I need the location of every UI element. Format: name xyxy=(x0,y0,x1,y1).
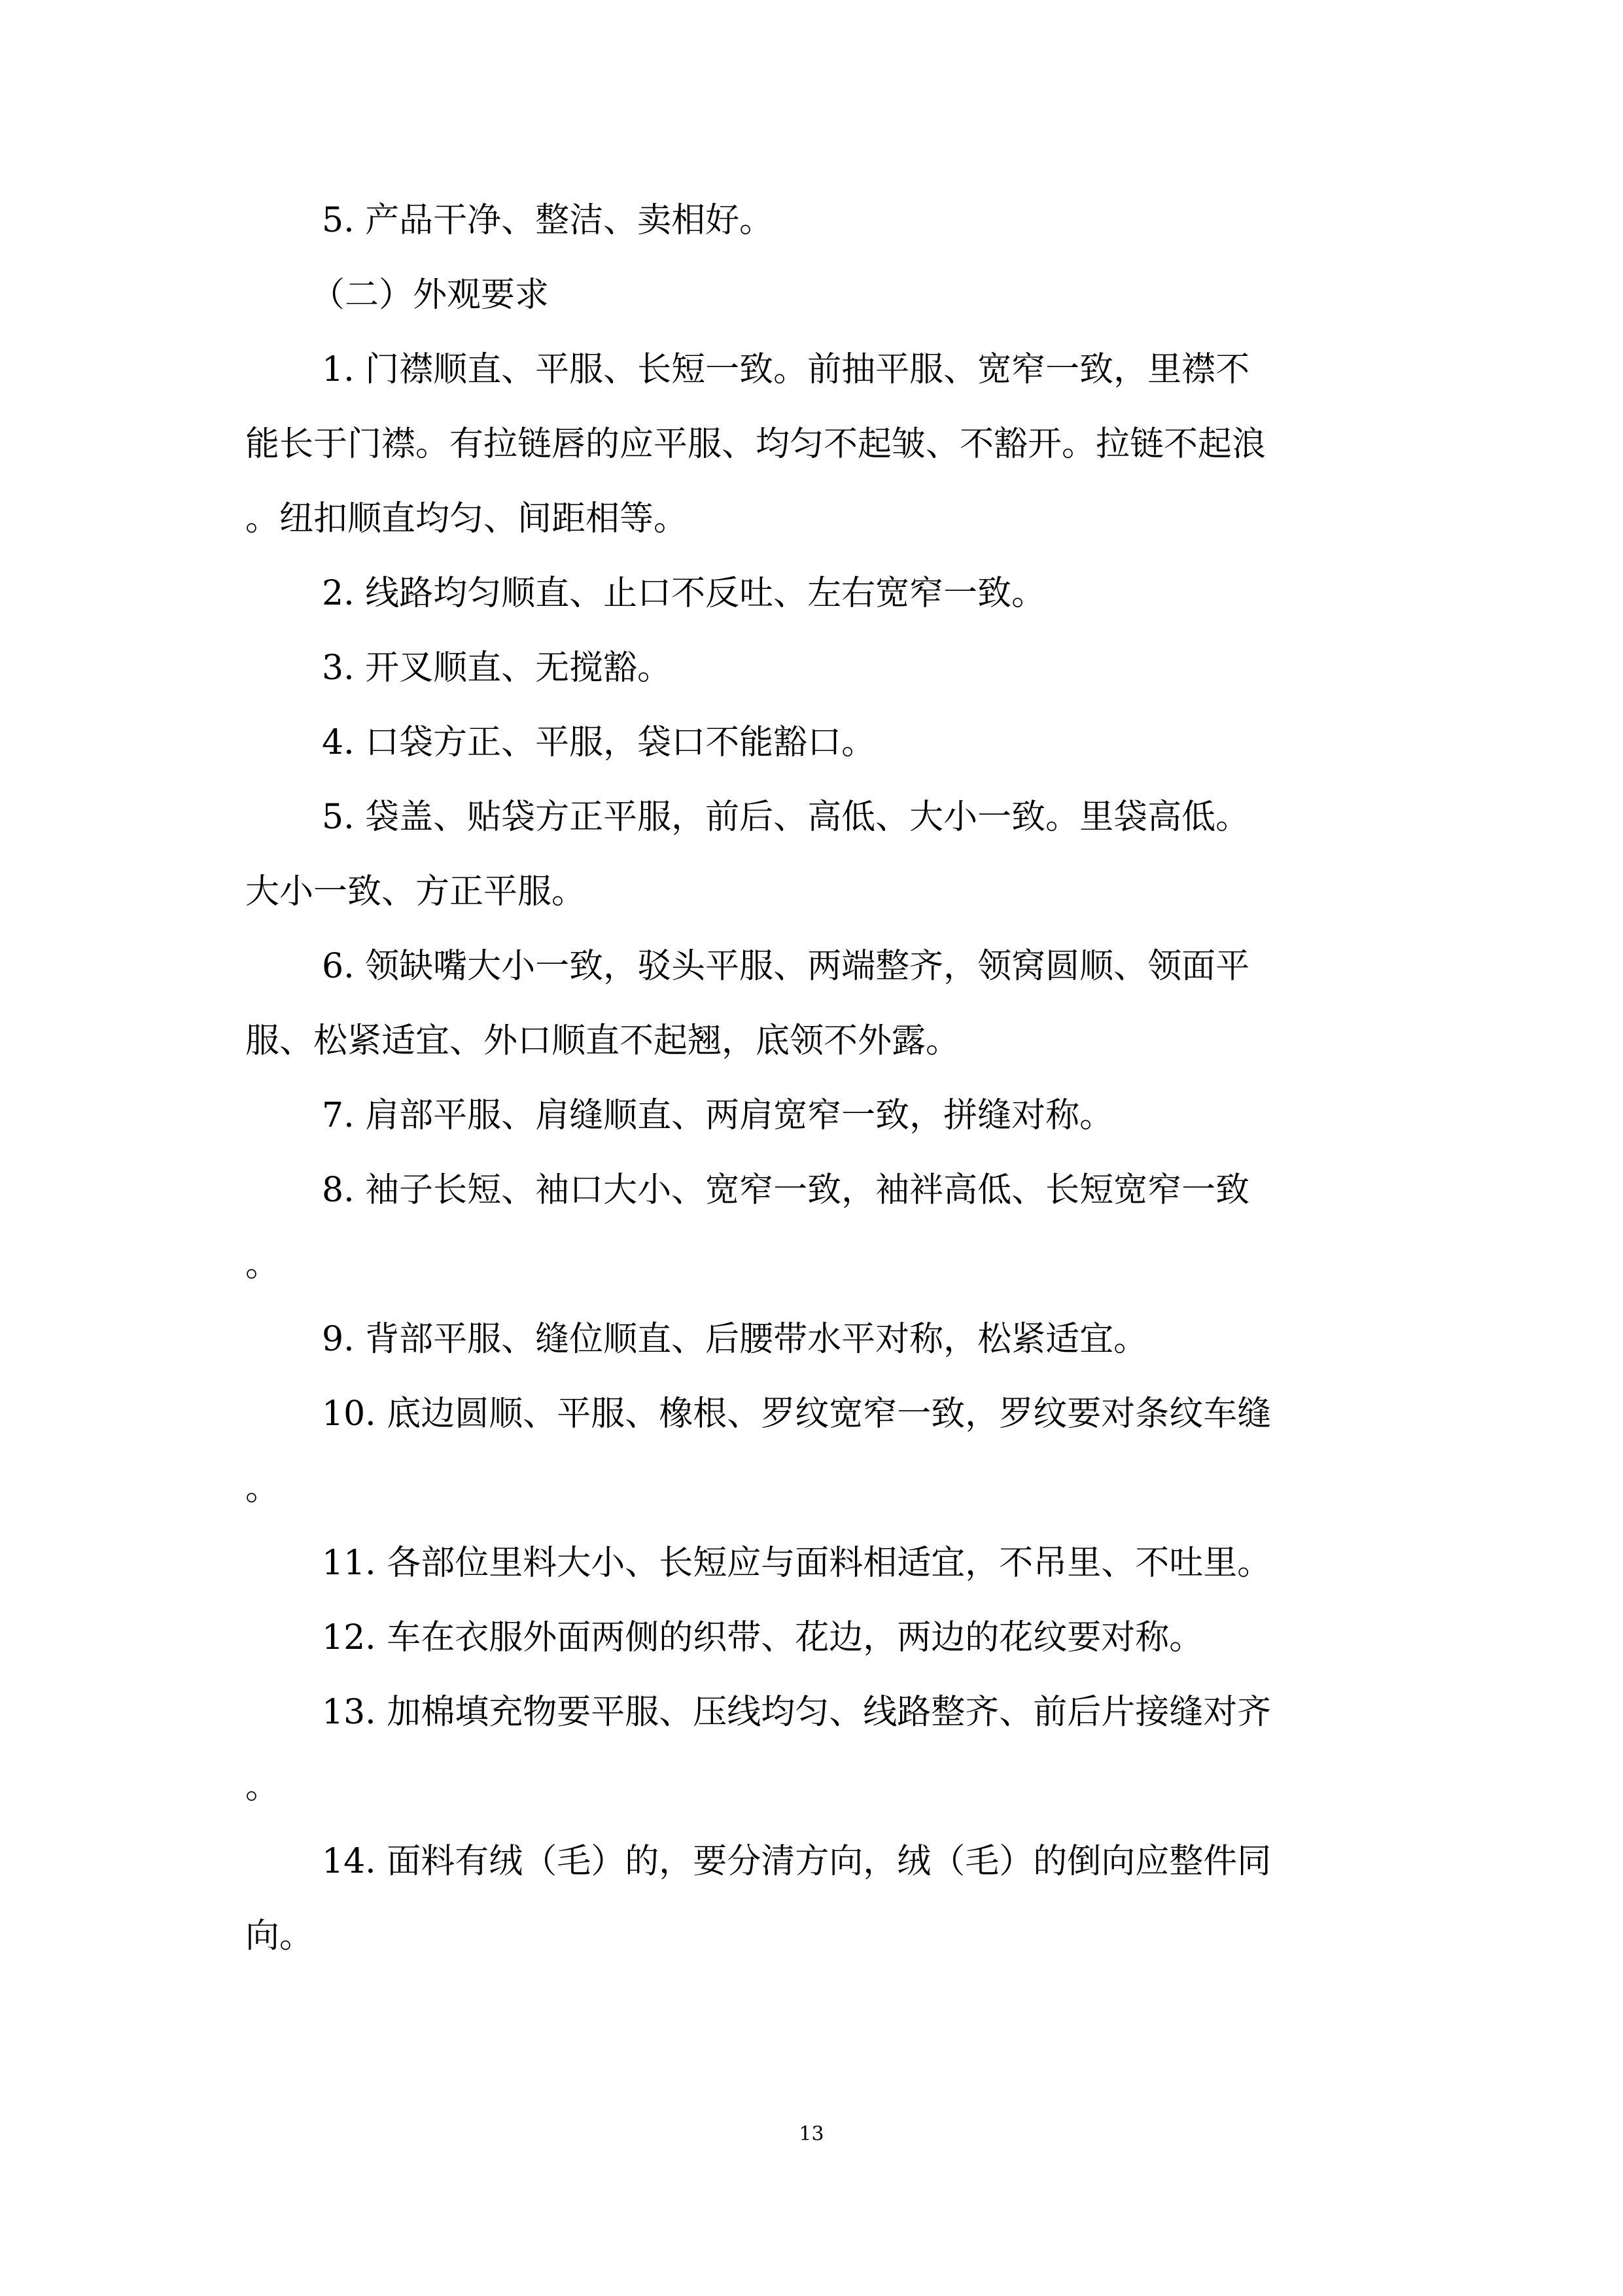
paragraph-item-14-line-1: 14. 面料有绒（毛）的，要分清方向，绒（毛）的倒向应整件同 xyxy=(322,1842,1272,1881)
page-number: 13 xyxy=(799,2123,824,2146)
paragraph-item-9: 9. 背部平服、缝位顺直、后腰带水平对称，松紧适宜。 xyxy=(322,1320,1148,1359)
paragraph-item-4: 4. 口袋方正、平服，袋口不能豁口。 xyxy=(322,723,876,762)
paragraph-item-13-line-2: 。 xyxy=(245,1767,280,1807)
paragraph-item-7: 7. 肩部平服、肩缝顺直、两肩宽窄一致，拼缝对称。 xyxy=(322,1096,1114,1135)
paragraph-item-13-line-1: 13. 加棉填充物要平服、压线均匀、线路整齐、前后片接缝对齐 xyxy=(322,1693,1272,1732)
paragraph-item-3: 3. 开叉顺直、无搅豁。 xyxy=(322,648,672,688)
paragraph-item-12: 12. 车在衣服外面两侧的织带、花边，两边的花纹要对称。 xyxy=(322,1618,1204,1657)
document-body xyxy=(245,183,1384,1973)
paragraph-item-2: 2. 线路均匀顺直、止口不反吐、左右宽窄一致。 xyxy=(322,574,1046,613)
paragraph-item-6-line-1: 6. 领缺嘴大小一致，驳头平服、两端整齐，领窝圆顺、领面平 xyxy=(322,947,1250,986)
paragraph-item-6-line-2: 服、松紧适宜、外口顺直不起翘，底领不外露。 xyxy=(245,1021,960,1061)
paragraph-item-11: 11. 各部位里料大小、长短应与面料相适宜，不吊里、不吐里。 xyxy=(322,1544,1272,1583)
paragraph-item-5-line-1: 5. 袋盖、贴袋方正平服，前后、高低、大小一致。里袋高低。 xyxy=(322,798,1250,837)
paragraph-item-8-line-2: 。 xyxy=(245,1245,280,1284)
paragraph-item-5-line-2: 大小一致、方正平服。 xyxy=(245,872,586,911)
paragraph-item-1-line-1: 1. 门襟顺直、平服、长短一致。前抽平服、宽窄一致，里襟不 xyxy=(322,350,1250,389)
paragraph-item-14-line-2: 向。 xyxy=(245,1916,314,1956)
section-heading-appearance: （二）外观要求 xyxy=(311,275,550,315)
paragraph-item-1-line-3: 。纽扣顺直均匀、间距相等。 xyxy=(245,499,688,539)
paragraph-item-5-clean: 5. 产品干净、整洁、卖相好。 xyxy=(322,201,774,240)
paragraph-item-1-line-2: 能长于门襟。有拉链唇的应平服、均匀不起皱、不豁开。拉链不起浪 xyxy=(245,425,1266,464)
paragraph-item-10-line-2: 。 xyxy=(245,1469,280,1508)
paragraph-item-8-line-1: 8. 袖子长短、袖口大小、宽窄一致，袖袢高低、长短宽窄一致 xyxy=(322,1171,1250,1210)
paragraph-item-10-line-1: 10. 底边圆顺、平服、橡根、罗纹宽窄一致，罗纹要对条纹车缝 xyxy=(322,1394,1272,1434)
